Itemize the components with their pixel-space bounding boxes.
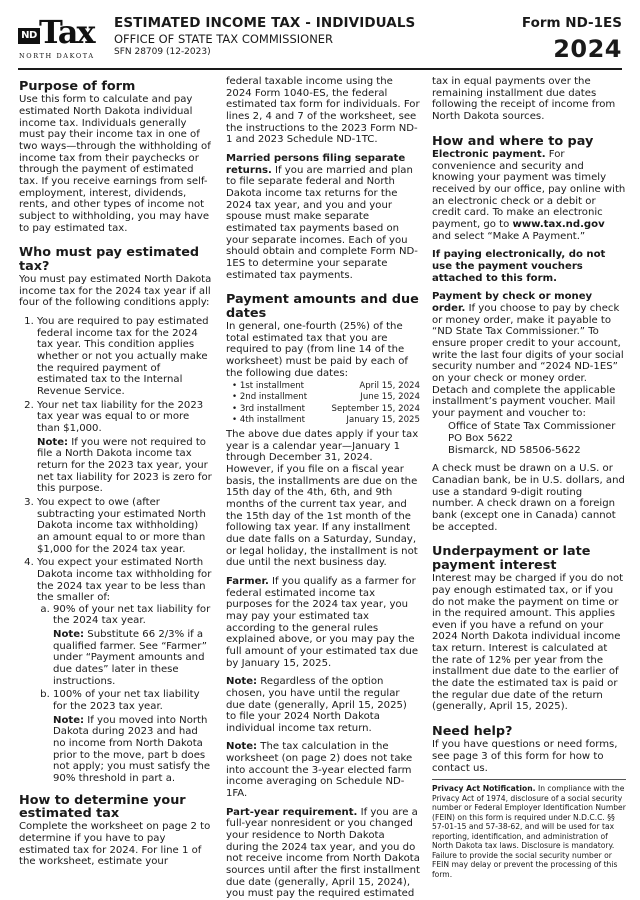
privacy-divider	[432, 779, 626, 780]
conditions-list	[19, 316, 213, 785]
header-rule	[18, 68, 622, 70]
who-must-pay-intro: You must pay estimated North Dakota income tax for the 2024 tax year if all four of the following conditions apply:	[19, 274, 212, 309]
tax-website-link[interactable]: www.tax.nd.gov	[512, 218, 605, 230]
form-number: Form ND-1ES	[521, 15, 622, 31]
need-help-heading: Need help?	[432, 724, 513, 740]
nd-tax-logo	[18, 13, 100, 64]
installment-4: • 4th installment January 15, 2025	[232, 415, 420, 426]
condition-2: 2. Your net tax liability for the 2023 tax year was equal to or more than $1,000. Note: If you were not required to file a North Dakota income tax return for the 2023 tax year, your net tax liability for 2023 is zero for this purpose.	[37, 400, 213, 495]
column-3	[432, 76, 626, 879]
installment-2: • 2nd installment June 15, 2024	[232, 392, 420, 403]
married-separate-paragraph: Married persons filing separate returns. If you are married and plan to file separate federal and North Dakota income tax returns for the 2024 tax year, and you and your spouse must make separate estimated tax payments based on your separate incomes. Each of you should obtain and complete Form ND-1ES to determine your separate estimated tax payments.	[226, 152, 418, 281]
address-line-1: Office of State Tax Commissioner	[448, 421, 616, 433]
column-1	[19, 76, 213, 868]
worksheet-note: Note: The tax calculation in the worksheet (on page 2) does not take into account the 3-year elected farm income averaging on Schedule ND-1FA.	[226, 741, 413, 800]
condition-4b-note: Note: If you moved into North Dakota during 2023 and had no income from North Dakota prior to the move, part b does not apply; you must satisfy the 90% threshold in part a.	[53, 714, 211, 784]
part-year-cont: tax in equal payments over the remaining installment due dates following the receipt of income from North Dakota sources.	[432, 76, 616, 122]
part-year-paragraph: Part-year requirement. If you are a full-year nonresident or you changed your residence to North Dakota during the 2024 tax year, and you do not receive income from North Dakota sources until after the first installment due date (generally, April 15, 2024), you must pay the required estimated	[226, 806, 420, 900]
check-payment-paragraph: Payment by check or money order. If you choose to pay by check or money order, make it payable to “ND State Tax Commissioner.” To ensure proper credit to your account, write the last four digits of your social security number and “2024 ND-1ES” on your check or money order. Detach and complete the applicable installment’s payment voucher. Mail your payment and voucher to:	[432, 291, 624, 419]
address-line-3: Bismarck, ND 58506-5622	[448, 444, 581, 456]
form-title: ESTIMATED INCOME TAX - INDIVIDUALS	[114, 15, 416, 31]
purpose-text: Use this form to calculate and pay estimated North Dakota individual income tax. Individuals generally must pay their income tax in one of two ways—through the withholding of income tax from their paychecks or through the payment of estimated tax. If you receive earnings from self-employment, interest, dividends, rents, and other types of income not subject to withholding, you may have to pay estimated tax.	[19, 94, 211, 234]
condition-4b: b. 100% of your net tax liability for the 2023 tax year. Note: If you moved into North Dakota during 2023 and had no income from North Dakota prior to the move, part b does not apply; you must satisfy the 90% threshold in part a.	[53, 689, 213, 784]
farmer-note: Note: Regardless of the option chosen, you have until the regular due date (generally, April 15, 2025) to file your 2024 North Dakota individual income tax return.	[226, 676, 407, 734]
condition-4-sublist	[37, 604, 213, 785]
office-name: OFFICE OF STATE TAX COMMISSIONER	[114, 32, 334, 46]
electronic-warning: If paying electronically, do not use the payment vouchers attached to this form.	[432, 249, 606, 284]
electronic-payment-paragraph: Electronic payment. For convenience and security and knowing your payment was timely received by our office, pay online with an electronic check or a debit or credit card. To make an electronic payment, go to www.tax.nd.gov and select “Make A Payment.”	[432, 149, 626, 242]
payment-amounts-heading: Payment amounts and due dates	[226, 292, 419, 321]
purpose-heading: Purpose of form	[19, 79, 136, 94]
tax-year: 2024	[553, 35, 622, 63]
installment-dates-list	[226, 381, 420, 426]
need-help-text: If you have questions or need forms, see page 3 of this form for how to contact us.	[432, 739, 618, 774]
check-bank-requirements: A check must be drawn on a U.S. or Canadian bank, be in U.S. dollars, and use a standard 9-digit routing number. A check drawn on a foreign bank (except one in Canada) cannot be accepted.	[432, 463, 625, 533]
installment-1: • 1st installment April 15, 2024	[232, 381, 420, 392]
farmer-paragraph: Farmer. If you qualify as a farmer for federal estimated income tax purposes for the 2024 tax year, you may pay your estimated tax according to the general rules explained above, or you may pay the full amount of your estimated tax due by January 15, 2025.	[226, 575, 419, 669]
sfn-number: SFN 28709 (12-2023)	[114, 47, 211, 57]
logo-nd-mark: ND	[18, 28, 40, 44]
condition-4a-note: Note: Substitute 66 2/3% if a qualified farmer. See “Farmer” under “Payment amounts and due dates” later in these instructions.	[53, 629, 208, 687]
how-to-determine-heading: How to determine your estimated tax	[19, 792, 186, 822]
installment-3: • 3rd installment September 15, 2024	[232, 404, 420, 415]
who-must-pay-heading: Who must pay estimated tax?	[19, 245, 200, 274]
underpayment-heading: Underpayment or late payment interest	[432, 544, 591, 573]
form-header	[0, 0, 640, 72]
payment-amounts-text: In general, one-fourth (25%) of the total estimated tax that you are required to pay (from line 14 of the worksheet) must be paid by each of the following due dates:	[226, 320, 408, 379]
how-where-to-pay-heading: How and where to pay	[432, 133, 594, 149]
logo-tax-word: Tax	[39, 13, 94, 51]
condition-3: 3. You expect to owe (after subtracting your estimated North Dakota income tax withholding) an amount equal to or more than $1,000 for the 2024 tax year.	[37, 497, 213, 555]
worksheet-instructions-cont: federal taxable income using the 2024 Form 1040-ES, the federal estimated tax form for individuals. For lines 2, 4 and 7 of the worksheet, see the instructions to the 2023 Form ND-1 and 2023 Schedule ND-1TC.	[226, 76, 420, 146]
underpayment-text: Interest may be charged if you do not pay enough estimated tax, or if you do not make the payment on time or in the required amount. This applies even if you have a refund on your 2024 North Dakota individual income tax return. Interest is calculated at the rate of 12% per year from the installment due date to the earlier of the date the estimated tax is paid or the regular due date of the return (generally, April 15, 2025).	[432, 573, 624, 713]
condition-4: 4. You expect your estimated North Dakota income tax withholding for the 2024 tax year to be less than the smaller of: a. 90% of your net tax liability for the 2024 tax year. Note: Substitute 66 2/3% if a qualified farmer. See “Farmer” under “Payment amounts and due dates” later in these instructions. b. 100% of your net tax liability for the 2023 tax year. Note: If you moved into North Dakota during 2023 and had no income from North Dakota prior to the move, part b does not apply; you must satisfy the 90% threshold in part a.	[37, 557, 213, 784]
condition-2-note: Note: If you were not required to file a North Dakota income tax return for the 2023 tax year, your net tax liability for 2023 is zero for this purpose.	[37, 436, 212, 495]
due-dates-text: The above due dates apply if your tax year is a calendar year—January 1 through December 31, 2024. However, if you file on a fiscal year basis, the installments are due on the 15th day of the 4th, 6th, and 9th months of the current tax year, and the 15th day of the 1st month of the following tax year. If any installment due date falls on a Saturday, Sunday, or legal holiday, the installment is not due until the next business day.	[226, 429, 419, 569]
mailing-address	[432, 421, 626, 456]
condition-1: 1. You are required to pay estimated federal income tax for the 2024 tax year. This condition applies whether or not you actually make the required payment of estimated tax to the Internal Revenue Service.	[37, 316, 213, 398]
logo-subtitle: NORTH DAKOTA	[19, 52, 95, 60]
how-to-determine-text: Complete the worksheet on page 2 to determine if you have to pay estimated tax for 2024. For line 1 of the worksheet, estimate your	[19, 821, 211, 868]
privacy-act-notice: Privacy Act Notification. In compliance with the Privacy Act of 1974, disclosure of a social security number or Federal Employer Identification Number (FEIN) on this form is required under N.D.C.C. §§ 57-01-15 and 57-38-62, and will be used for tax reporting, identification, and administration of North Dakota tax laws. Disclosure is mandatory. Failure to provide the social security number or FEIN may delay or prevent the processing of this form.	[432, 784, 626, 879]
address-line-2: PO Box 5622	[448, 433, 513, 445]
column-2	[226, 76, 420, 900]
condition-4a: a. 90% of your net tax liability for the 2024 tax year. Note: Substitute 66 2/3% if a qualified farmer. See “Farmer” under “Payment amounts and due dates” later in these instructions.	[53, 604, 213, 688]
